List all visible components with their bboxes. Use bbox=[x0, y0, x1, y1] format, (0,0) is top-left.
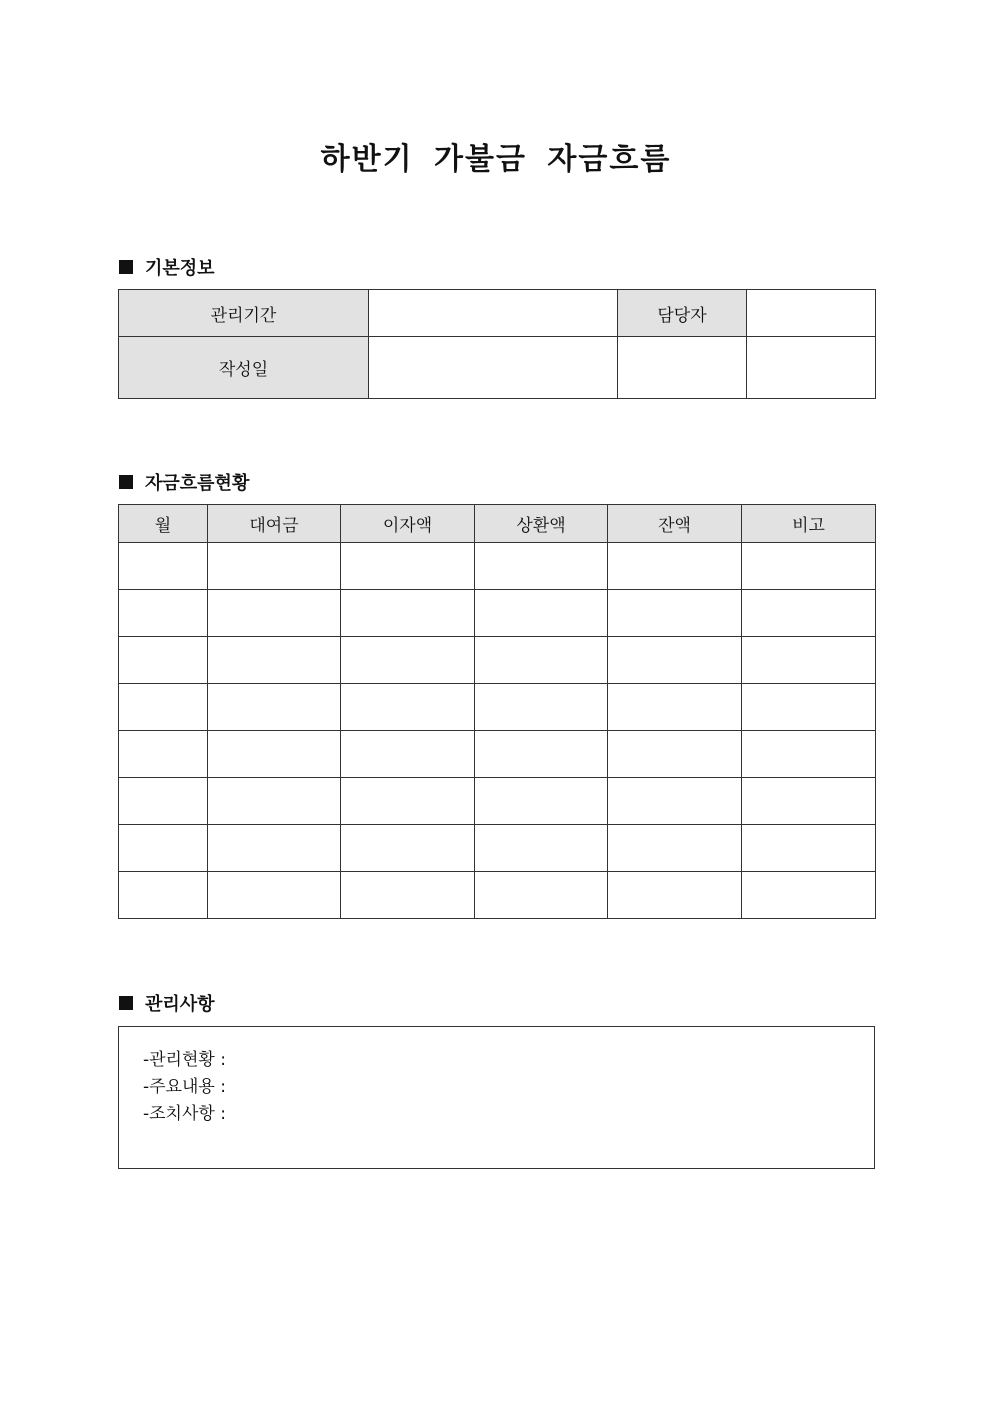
cash-flow-header-row bbox=[119, 505, 876, 543]
square-bullet-icon bbox=[119, 260, 133, 274]
table-row bbox=[119, 543, 876, 590]
interest-cell[interactable] bbox=[341, 731, 475, 778]
table-row bbox=[119, 825, 876, 872]
note-status: -관리현황 : bbox=[143, 1050, 226, 1070]
interest-cell[interactable] bbox=[341, 872, 475, 919]
column-header-repayment: 상환액 bbox=[475, 505, 608, 543]
square-bullet-icon bbox=[119, 475, 133, 489]
balance-cell[interactable] bbox=[608, 543, 742, 590]
table-row bbox=[119, 684, 876, 731]
note-main-content: -주요내용 : bbox=[143, 1077, 226, 1097]
table-row bbox=[119, 637, 876, 684]
table-row bbox=[119, 778, 876, 825]
column-header-month: 월 bbox=[119, 505, 208, 543]
repayment-cell[interactable] bbox=[475, 825, 608, 872]
balance-cell[interactable] bbox=[608, 684, 742, 731]
month-cell[interactable] bbox=[119, 543, 208, 590]
repayment-cell[interactable] bbox=[475, 684, 608, 731]
cash-flow-heading bbox=[119, 469, 249, 495]
interest-cell[interactable] bbox=[341, 637, 475, 684]
cash-flow-table bbox=[118, 504, 876, 919]
loan-cell[interactable] bbox=[208, 590, 341, 637]
repayment-cell[interactable] bbox=[475, 637, 608, 684]
month-cell[interactable] bbox=[119, 825, 208, 872]
period-value-field[interactable] bbox=[369, 290, 618, 337]
remarks-cell[interactable] bbox=[742, 872, 876, 919]
loan-cell[interactable] bbox=[208, 825, 341, 872]
table-row bbox=[119, 731, 876, 778]
month-cell[interactable] bbox=[119, 778, 208, 825]
column-header-interest: 이자액 bbox=[341, 505, 475, 543]
date-value-field[interactable] bbox=[369, 337, 618, 399]
repayment-cell[interactable] bbox=[475, 543, 608, 590]
basic-info-heading-text: 기본정보 bbox=[145, 258, 215, 279]
remarks-cell[interactable] bbox=[742, 778, 876, 825]
interest-cell[interactable] bbox=[341, 778, 475, 825]
balance-cell[interactable] bbox=[608, 872, 742, 919]
manager-label: 담당자 bbox=[618, 290, 747, 337]
loan-cell[interactable] bbox=[208, 731, 341, 778]
management-heading bbox=[119, 990, 215, 1016]
month-cell[interactable] bbox=[119, 637, 208, 684]
date-extra-field-2[interactable] bbox=[747, 337, 876, 399]
note-actions: -조치사항 : bbox=[143, 1104, 226, 1124]
remarks-cell[interactable] bbox=[742, 590, 876, 637]
column-header-remarks: 비고 bbox=[742, 505, 876, 543]
date-label: 작성일 bbox=[119, 337, 369, 399]
remarks-cell[interactable] bbox=[742, 543, 876, 590]
remarks-cell[interactable] bbox=[742, 637, 876, 684]
loan-cell[interactable] bbox=[208, 543, 341, 590]
remarks-cell[interactable] bbox=[742, 825, 876, 872]
cash-flow-heading-text: 자금흐름현황 bbox=[145, 473, 250, 494]
remarks-cell[interactable] bbox=[742, 684, 876, 731]
loan-cell[interactable] bbox=[208, 637, 341, 684]
basic-info-heading bbox=[119, 254, 215, 280]
management-heading-text: 관리사항 bbox=[145, 994, 215, 1015]
balance-cell[interactable] bbox=[608, 637, 742, 684]
repayment-cell[interactable] bbox=[475, 778, 608, 825]
month-cell[interactable] bbox=[119, 731, 208, 778]
period-label: 관리기간 bbox=[119, 290, 369, 337]
month-cell[interactable] bbox=[119, 684, 208, 731]
balance-cell[interactable] bbox=[608, 825, 742, 872]
loan-cell[interactable] bbox=[208, 684, 341, 731]
table-row bbox=[119, 590, 876, 637]
interest-cell[interactable] bbox=[341, 590, 475, 637]
repayment-cell[interactable] bbox=[475, 731, 608, 778]
square-bullet-icon bbox=[119, 996, 133, 1010]
table-row bbox=[119, 872, 876, 919]
column-header-balance: 잔액 bbox=[608, 505, 742, 543]
interest-cell[interactable] bbox=[341, 825, 475, 872]
month-cell[interactable] bbox=[119, 590, 208, 637]
management-notes-list bbox=[119, 1027, 874, 1128]
balance-cell[interactable] bbox=[608, 731, 742, 778]
loan-cell[interactable] bbox=[208, 872, 341, 919]
repayment-cell[interactable] bbox=[475, 872, 608, 919]
date-extra-field-1[interactable] bbox=[618, 337, 747, 399]
manager-value-field[interactable] bbox=[747, 290, 876, 337]
loan-cell[interactable] bbox=[208, 778, 341, 825]
balance-cell[interactable] bbox=[608, 778, 742, 825]
month-cell[interactable] bbox=[119, 872, 208, 919]
document-title: 하반기 가불금 자금흐름 bbox=[320, 142, 672, 177]
info-row-period bbox=[119, 290, 876, 337]
interest-cell[interactable] bbox=[341, 684, 475, 731]
info-row-date bbox=[119, 337, 876, 399]
interest-cell[interactable] bbox=[341, 543, 475, 590]
remarks-cell[interactable] bbox=[742, 731, 876, 778]
management-notes-box[interactable] bbox=[118, 1026, 875, 1169]
column-header-loan: 대여금 bbox=[208, 505, 341, 543]
basic-info-table bbox=[118, 289, 876, 399]
balance-cell[interactable] bbox=[608, 590, 742, 637]
repayment-cell[interactable] bbox=[475, 590, 608, 637]
